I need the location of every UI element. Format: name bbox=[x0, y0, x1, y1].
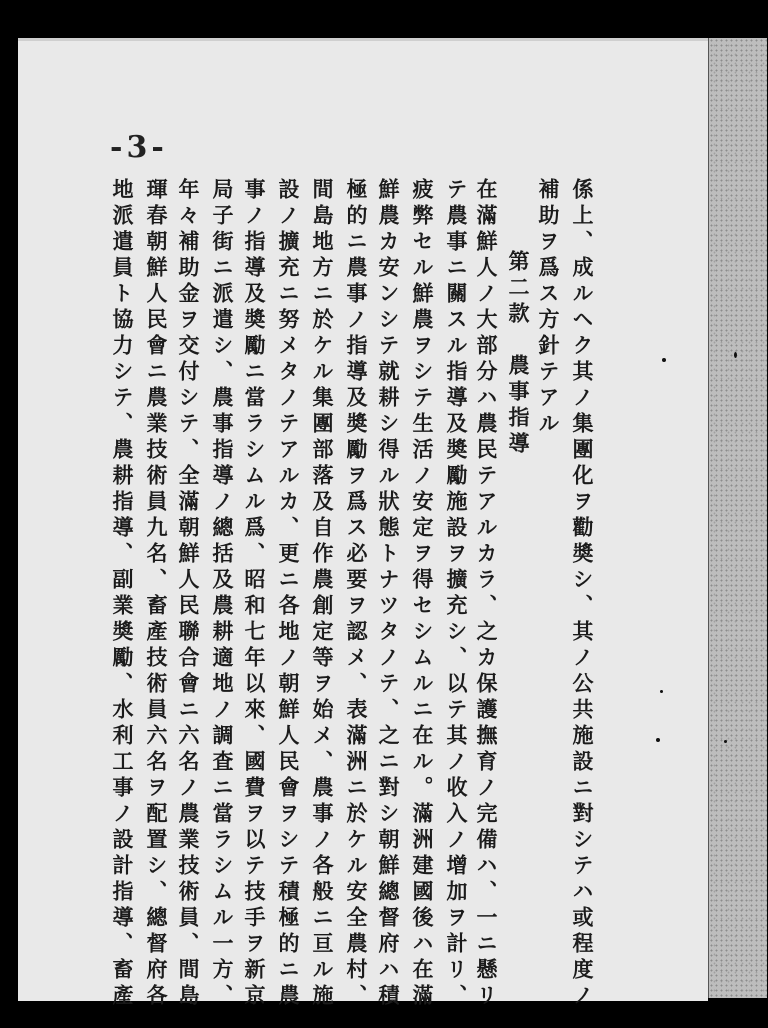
scan-speck bbox=[656, 738, 660, 742]
text-column-2: 補助ヲ爲ス方針テアル bbox=[536, 178, 561, 438]
text-column-6: 疲弊セル鮮農ヲシテ生活ノ安定ヲ得セシムルニ在ル。滿洲建國後ハ在滿 bbox=[410, 178, 435, 1010]
text-column-12: 局子街ニ派遣シ、農事指導ノ總括及農耕適地ノ調査ニ當ラシムル一方、 bbox=[210, 178, 235, 1010]
scan-speck bbox=[662, 358, 666, 362]
text-column-8: 極的ニ農事ノ指導及奬勵ヲ爲ス必要ヲ認メ、表滿洲ニ於ケル安全農村、 bbox=[344, 178, 369, 1010]
text-column-15: 地派遣員ト協力シテ、農耕指導、副業奬勵、水利工事ノ設計指導、畜產 bbox=[110, 178, 135, 1010]
text-column-7: 鮮農カ安ンシテ就耕シ得ル狀態トナツタノテ、之ニ對シ朝鮮總督府ハ積 bbox=[376, 178, 401, 1010]
scan-speck bbox=[734, 352, 737, 358]
text-column-11: 事ノ指導及奬勵ニ當ラシムル爲、昭和七年以來、國費ヲ以テ技手ヲ新京 bbox=[242, 178, 267, 1010]
text-column-5: テ農事ニ關スル指導及奬勵施設ヲ擴充シ、以テ其ノ收入ノ增加ヲ計リ、 bbox=[444, 178, 469, 1010]
text-column-9: 間島地方ニ於ケル集團部落及自作農創定等ヲ始メ、農事ノ各般ニ亘ル施 bbox=[310, 178, 335, 1010]
text-column-10: 設ノ擴充ニ努メタノテアルカ、更ニ各地ノ朝鮮人民會ヲシテ積極的ニ農 bbox=[276, 178, 301, 1010]
page-edge-strip bbox=[708, 38, 767, 998]
scan-speck bbox=[724, 740, 727, 743]
text-column-14: 琿春朝鮮人民會ニ農業技術員九名、畜產技術員六名ヲ配置シ、總督府各 bbox=[144, 178, 169, 1010]
section-heading: 第二款 農事指導 bbox=[506, 250, 531, 458]
text-column-1: 係上、成ルヘク其ノ集團化ヲ勸奬シ、其ノ公共施設ニ對シテハ或程度ノ bbox=[570, 178, 595, 1010]
page-number: -3- bbox=[110, 130, 168, 165]
text-column-4: 在滿鮮人ノ大部分ハ農民テアルカラ、之カ保護撫育ノ完備ハ、一ニ懸リ bbox=[474, 178, 499, 1010]
text-column-13: 年々補助金ヲ交付シテ、全滿朝鮮人民聯合會ニ六名ノ農業技術員、間島 bbox=[176, 178, 201, 1010]
scan-speck bbox=[660, 690, 663, 693]
